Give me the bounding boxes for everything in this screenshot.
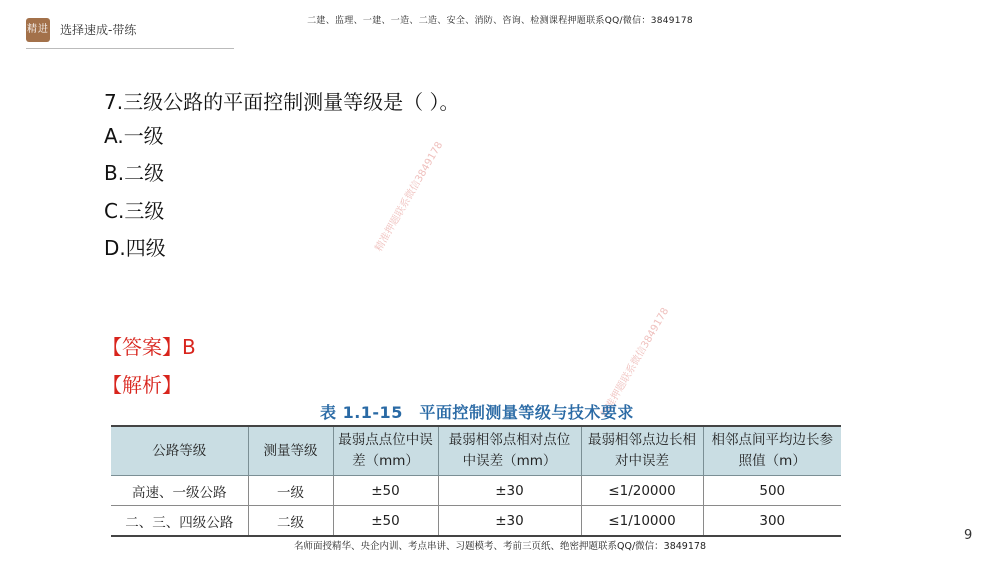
column-header: 最弱相邻点相对点位中误差（mm） xyxy=(438,426,581,476)
footer-banner: 名师面授精华、央企内训、考点串讲、习题模考、考前三页纸、绝密押题联系QQ/微信：3849178 xyxy=(294,541,706,552)
table-cell: ±50 xyxy=(333,506,438,537)
table-cell: ±30 xyxy=(438,506,581,537)
table-cell: 一级 xyxy=(248,476,333,506)
table-caption: 表 1.1-15 平面控制测量等级与技术要求 xyxy=(320,403,634,422)
top-banner: 二建、监理、一建、一造、二造、安全、消防、咨询、检测课程押题联系QQ/微信：3849178 xyxy=(307,16,693,26)
table-cell: 300 xyxy=(759,512,786,529)
analysis-label: 【解析】 xyxy=(102,373,182,397)
table-cell: 二、三、四级公路 xyxy=(111,506,248,537)
table-cell: 二级 xyxy=(248,506,333,537)
control-survey-table xyxy=(111,425,841,537)
course-title: 选择速成-带练 xyxy=(60,23,137,37)
watermark-text: 精准押题联系微信3849178 xyxy=(599,306,672,420)
column-header: 公路等级 xyxy=(111,426,248,476)
option-c: C.三级 xyxy=(104,199,165,223)
column-header: 最弱点点位中误差（mm） xyxy=(333,426,438,476)
column-header: 相邻点间平均边长参照值（m） xyxy=(703,426,841,476)
table-header-row xyxy=(111,426,841,476)
table-row xyxy=(111,476,841,506)
table-row xyxy=(111,506,841,537)
table-cell: 500 xyxy=(703,476,841,506)
option-a: A.一级 xyxy=(104,124,164,148)
header-divider xyxy=(26,48,234,49)
answer-label: 【答案】B xyxy=(102,335,196,359)
page-number: 9 xyxy=(964,528,973,543)
option-d: D.四级 xyxy=(104,236,166,260)
table-cell: ±50 xyxy=(333,476,438,506)
table-cell: 高速、一级公路 xyxy=(111,476,248,506)
column-header: 测量等级 xyxy=(248,426,333,476)
option-b: B.二级 xyxy=(104,161,165,185)
brand-logo: 精进 xyxy=(26,18,50,42)
table-cell: ≤1/20000 xyxy=(581,476,703,506)
question-stem: 7.三级公路的平面控制测量等级是（ ）。 xyxy=(104,90,460,114)
table-cell: ≤1/10000 xyxy=(581,506,703,537)
watermark-text: 精准押题联系微信3849178 xyxy=(373,140,446,254)
column-header: 最弱相邻点边长相对中误差 xyxy=(581,426,703,476)
table-cell: ±30 xyxy=(438,476,581,506)
